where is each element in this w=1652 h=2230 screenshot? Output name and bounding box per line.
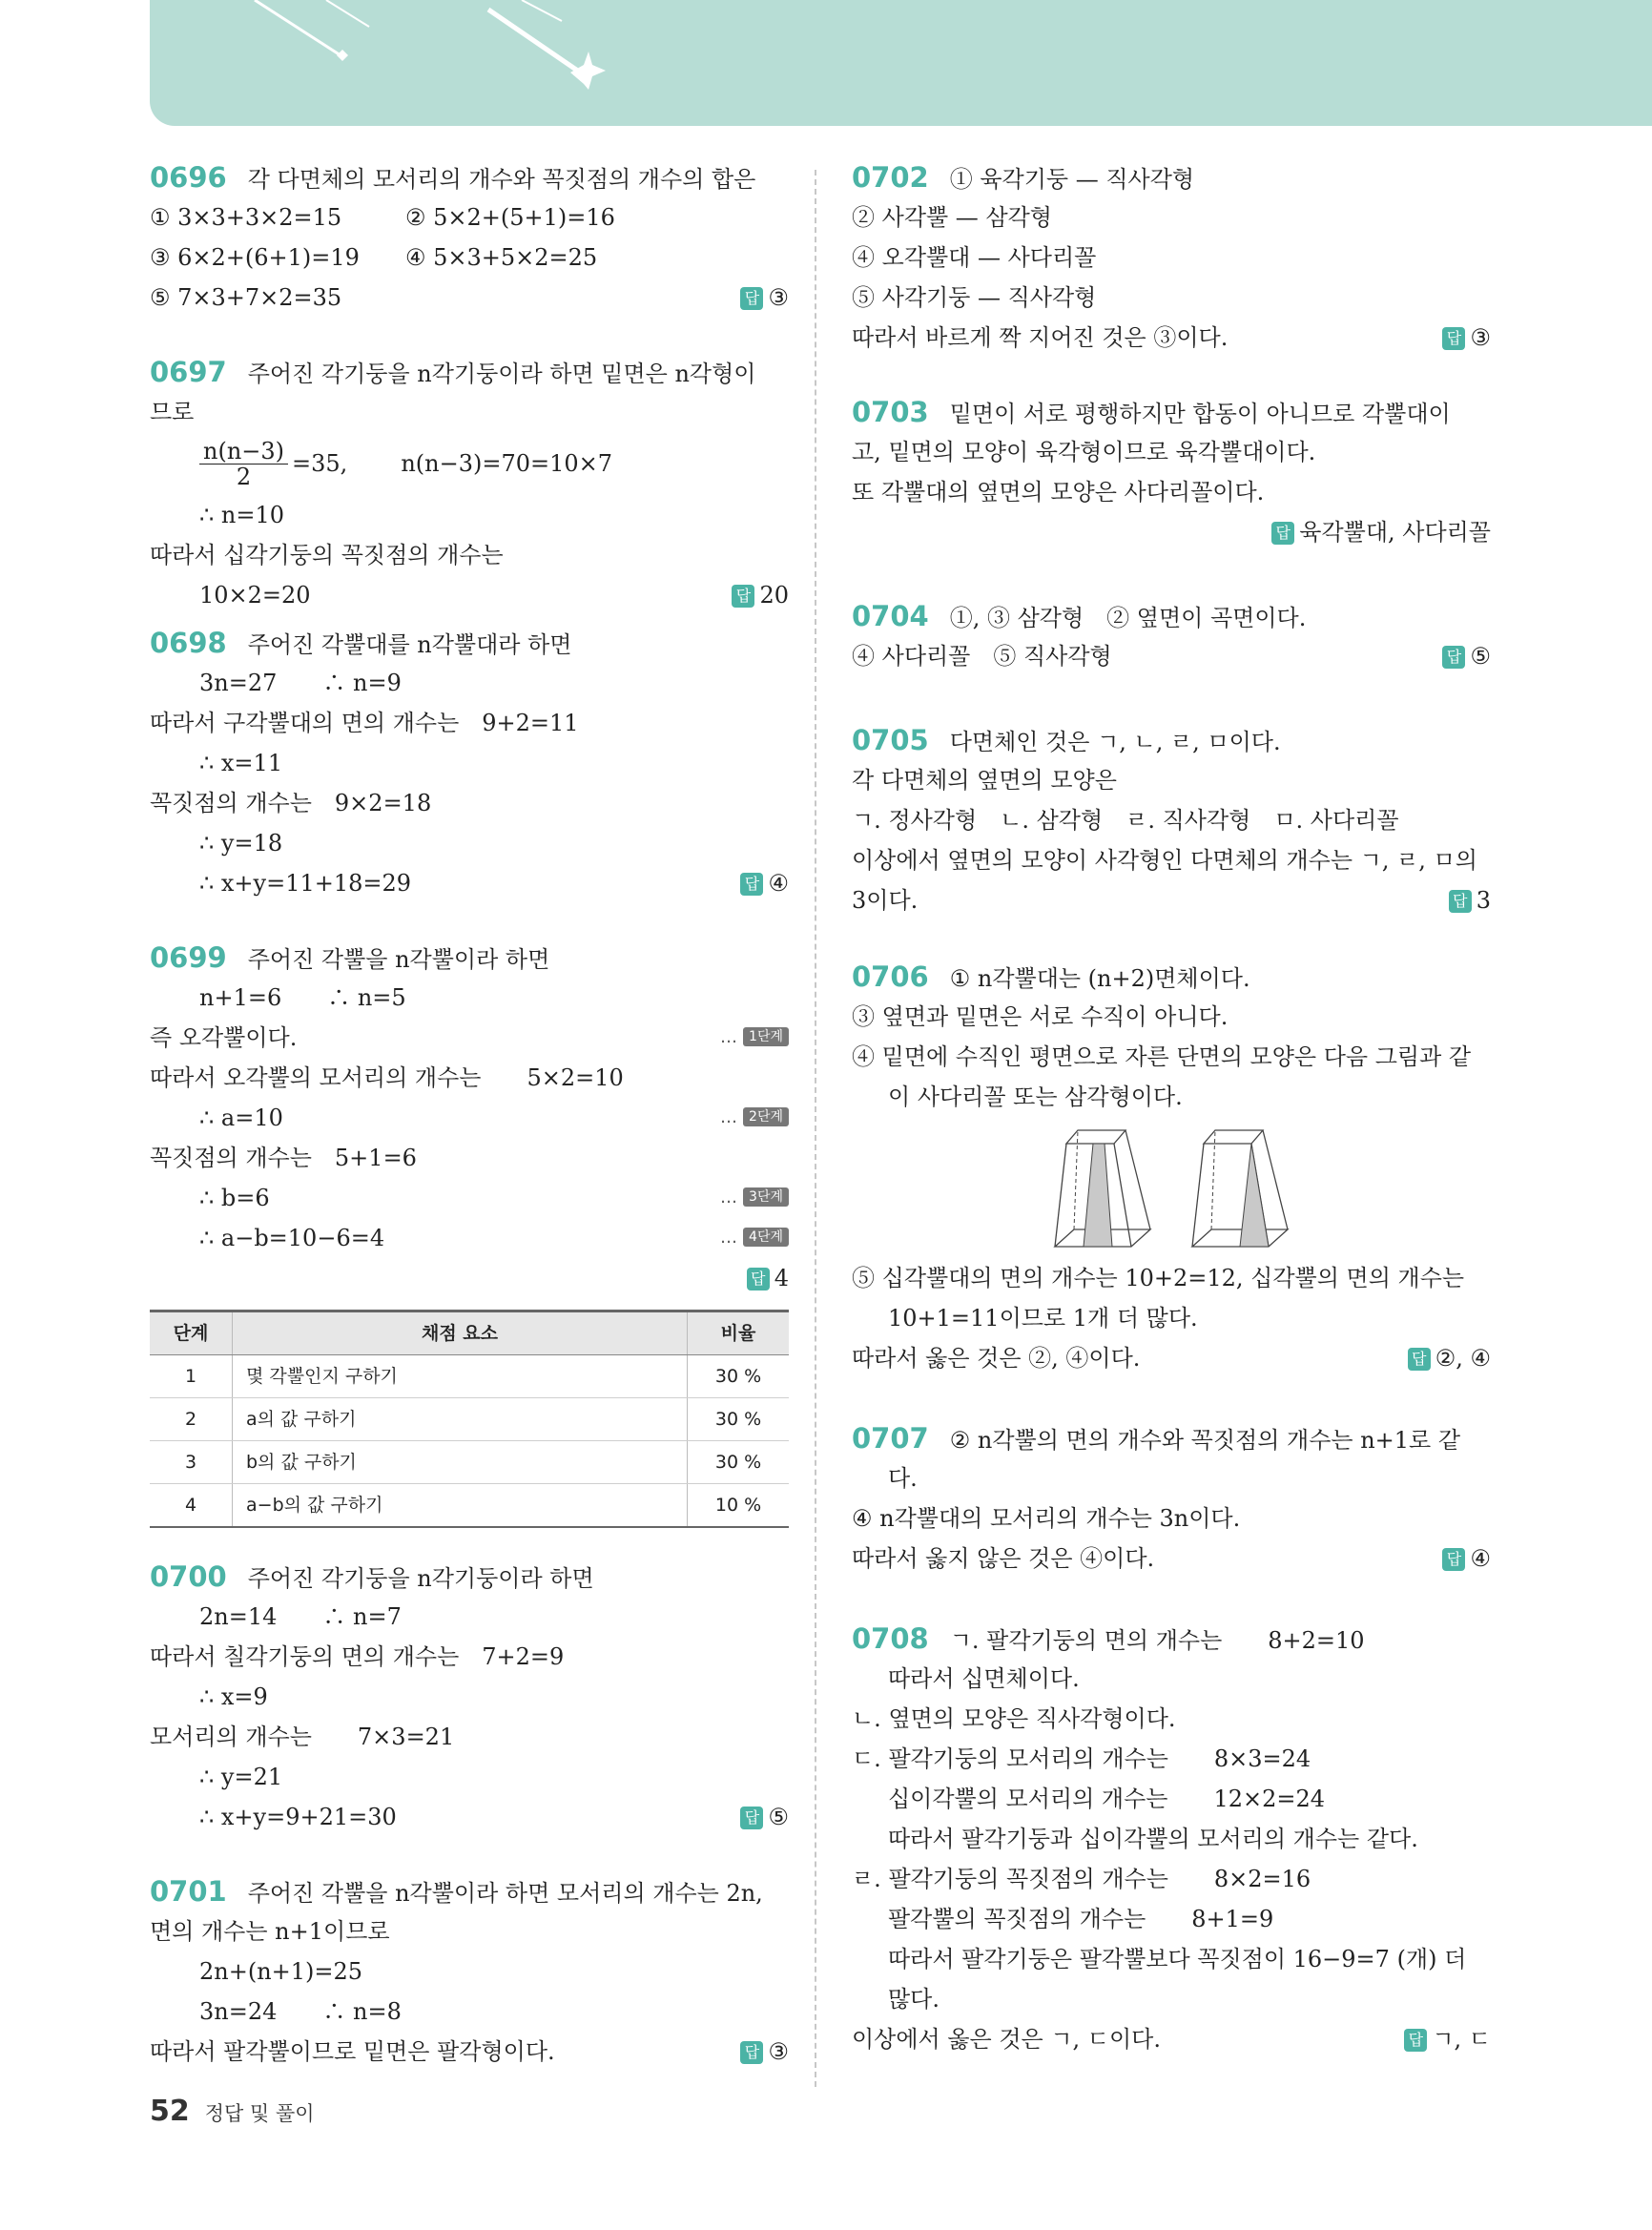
text-line: 따라서 팔각기둥과 십이각뿔의 모서리의 개수는 같다. bbox=[888, 1826, 1418, 1852]
table-cell: 몇 각뿔인지 구하기 bbox=[233, 1355, 688, 1398]
problem-number: 0705 bbox=[852, 724, 929, 756]
problem-0697 bbox=[150, 352, 789, 615]
answer-badge: 답 bbox=[740, 2041, 763, 2064]
problem-number: 0708 bbox=[852, 1622, 929, 1655]
answer-badge: 답 bbox=[740, 873, 763, 896]
step-label: 1단계 bbox=[743, 1027, 789, 1046]
text-line: ① 육각기둥 — 직사각형 bbox=[949, 166, 1195, 193]
answer-value: ⑤ bbox=[1470, 643, 1491, 670]
step-dots: … bbox=[720, 1027, 738, 1047]
problem-0698 bbox=[150, 623, 789, 903]
answer-badge: 답 bbox=[1442, 327, 1465, 350]
text-line: ∴ a−b=10−6=4 bbox=[199, 1225, 385, 1251]
problem-0706 bbox=[852, 957, 1491, 1378]
answer bbox=[1271, 512, 1491, 552]
text-line: 면의 개수는 n+1이므로 bbox=[150, 1918, 390, 1945]
text-line: 따라서 바르게 짝 지어진 것은 ③이다. bbox=[852, 324, 1229, 351]
shooting-star-decoration bbox=[150, 0, 1652, 126]
problem-number: 0707 bbox=[852, 1422, 929, 1455]
problem-number: 0700 bbox=[150, 1560, 227, 1593]
text-line: ㄷ. 팔각기둥의 모서리의 개수는 8×3=24 bbox=[852, 1745, 1311, 1772]
text-line: 모서리의 개수는 7×3=21 bbox=[150, 1724, 455, 1750]
step-label: 3단계 bbox=[743, 1187, 789, 1207]
text-line: 많다. bbox=[888, 1986, 940, 2013]
problem-number: 0701 bbox=[150, 1875, 227, 1908]
step-marker bbox=[720, 1218, 789, 1258]
answer-badge: 답 bbox=[747, 1268, 770, 1291]
problem-number: 0702 bbox=[852, 161, 929, 194]
answer-value: 육각뿔대, 사다리꼴 bbox=[1299, 519, 1491, 546]
page-label: 정답 및 풀이 bbox=[204, 2102, 315, 2125]
step-dots: … bbox=[720, 1228, 738, 1248]
text-line: 이상에서 옳은 것은 ㄱ, ㄷ이다. bbox=[852, 2026, 1161, 2053]
table-row bbox=[150, 1441, 789, 1484]
answer-badge: 답 bbox=[1449, 890, 1472, 913]
text-line: 3이다. bbox=[852, 887, 919, 914]
text-line: 므로 bbox=[150, 399, 195, 425]
answer bbox=[732, 575, 789, 615]
text-line: 즉 오각뿔이다. bbox=[150, 1024, 298, 1051]
text-line: ② 사각뿔 — 삼각형 bbox=[852, 204, 1052, 231]
text-line: ㄴ. 옆면의 모양은 직사각형이다. bbox=[852, 1705, 1176, 1732]
text-line: 밑면이 서로 평행하지만 합동이 아니므로 각뿔대이 bbox=[949, 401, 1451, 427]
table-cell: 30 % bbox=[688, 1441, 790, 1484]
answer-value: ③ bbox=[768, 284, 789, 311]
problem-0707 bbox=[852, 1418, 1491, 1579]
text-line: ⑤ 십각뿔대의 면의 개수는 10+2=12, 십각뿔의 면의 개수는 bbox=[852, 1265, 1465, 1291]
answer-badge: 답 bbox=[1442, 646, 1465, 669]
table-cell: a−b의 값 구하기 bbox=[233, 1484, 688, 1528]
step-marker bbox=[720, 1098, 789, 1138]
answer-badge: 답 bbox=[1404, 2029, 1427, 2052]
problem-0705 bbox=[852, 720, 1491, 920]
text-line: 이 사다리꼴 또는 삼각형이다. bbox=[888, 1084, 1183, 1110]
answer bbox=[1442, 318, 1491, 358]
answer bbox=[740, 863, 789, 903]
option: ② 5×2+(5+1)=16 bbox=[405, 204, 615, 231]
text-line: ④ 사다리꼴 ⑤ 직사각형 bbox=[852, 643, 1112, 670]
text-line: ④ n각뿔대의 모서리의 개수는 3n이다. bbox=[852, 1505, 1241, 1532]
problem-0704 bbox=[852, 596, 1491, 676]
step-label: 2단계 bbox=[743, 1107, 789, 1126]
answer bbox=[740, 1797, 789, 1837]
text-line: 10×2=20 bbox=[199, 582, 311, 609]
answer-badge: 답 bbox=[740, 1807, 763, 1829]
text-line: 따라서 십면체이다. bbox=[888, 1665, 1080, 1692]
text-line: 따라서 옳지 않은 것은 ④이다. bbox=[852, 1545, 1155, 1572]
answer-badge: 답 bbox=[1271, 522, 1294, 545]
table-row bbox=[150, 1484, 789, 1528]
problem-number: 0704 bbox=[852, 600, 929, 632]
answer-value: 20 bbox=[759, 582, 789, 609]
option: ① 3×3+3×2=15 bbox=[150, 204, 342, 231]
problem-0700 bbox=[150, 1557, 789, 1837]
text-line: ∴ x+y=9+21=30 bbox=[199, 1804, 397, 1830]
answer-value: ⑤ bbox=[768, 1804, 789, 1830]
answer bbox=[1449, 880, 1491, 920]
text-line: n+1=6 ∴ n=5 bbox=[199, 984, 406, 1011]
fraction-numerator: n(n−3) bbox=[199, 439, 288, 465]
problem-0708 bbox=[852, 1619, 1491, 2059]
table-cell: 1 bbox=[150, 1355, 233, 1398]
option: ⑤ 7×3+7×2=35 bbox=[150, 284, 342, 311]
text-line: ∴ x+y=11+18=29 bbox=[199, 870, 412, 897]
answer-badge: 답 bbox=[740, 287, 763, 310]
text-line: 따라서 칠각기둥의 면의 개수는 7+2=9 bbox=[150, 1643, 565, 1670]
answer bbox=[740, 2032, 789, 2072]
table-cell: b의 값 구하기 bbox=[233, 1441, 688, 1484]
answer-badge: 답 bbox=[1408, 1348, 1431, 1371]
table-cell: 3 bbox=[150, 1441, 233, 1484]
text-line: ∴ y=21 bbox=[199, 1764, 283, 1790]
equation: =35, bbox=[292, 450, 348, 477]
text-line: 3n=24 ∴ n=8 bbox=[199, 1998, 402, 2025]
text-line: ∴ b=6 bbox=[199, 1185, 270, 1211]
text-line: 따라서 팔각기둥은 팔각뿔보다 꼭짓점이 16−9=7 (개) 더 bbox=[888, 1946, 1467, 1972]
text-line: ∴ a=10 bbox=[199, 1105, 283, 1131]
fraction-equation bbox=[150, 432, 789, 495]
scoring-table bbox=[150, 1310, 789, 1528]
table-cell: 2 bbox=[150, 1398, 233, 1441]
equation: n(n−3)=70=10×7 bbox=[401, 450, 613, 477]
text-line: ①, ③ 삼각형 ② 옆면이 곡면이다. bbox=[949, 605, 1307, 631]
text-line: ④ 오각뿔대 — 사다리꼴 bbox=[852, 244, 1097, 271]
text-line: 따라서 팔각뿔이므로 밑면은 팔각형이다. bbox=[150, 2038, 555, 2065]
table-header: 채점 요소 bbox=[233, 1311, 688, 1355]
text-line: ③ 옆면과 밑면은 서로 수직이 아니다. bbox=[852, 1003, 1229, 1030]
text-line: 고, 밑면의 모양이 육각형이므로 육각뿔대이다. bbox=[852, 439, 1316, 465]
text-line: ② n각뿔의 면의 개수와 꼭짓점의 개수는 n+1로 같 bbox=[949, 1427, 1461, 1454]
text-line: ⑤ 사각기둥 — 직사각형 bbox=[852, 284, 1097, 311]
text-line: 팔각뿔의 꼭짓점의 개수는 8+1=9 bbox=[888, 1906, 1274, 1932]
triangle-section-figure bbox=[1183, 1123, 1297, 1252]
problem-0703 bbox=[852, 392, 1491, 552]
text-line: 따라서 오각뿔의 모서리의 개수는 5×2=10 bbox=[150, 1064, 624, 1091]
step-dots: … bbox=[720, 1107, 738, 1127]
text-line: ① n각뿔대는 (n+2)면체이다. bbox=[949, 965, 1250, 992]
problem-number: 0698 bbox=[150, 627, 227, 659]
left-column bbox=[150, 157, 789, 2072]
text-line: 따라서 십각기둥의 꼭짓점의 개수는 bbox=[150, 542, 504, 568]
problem-number: 0706 bbox=[852, 960, 929, 993]
answer-value: 3 bbox=[1476, 887, 1491, 914]
answer-badge: 답 bbox=[1442, 1548, 1465, 1571]
text-line: 따라서 옳은 것은 ②, ④이다. bbox=[852, 1345, 1141, 1372]
text-line: 따라서 구각뿔대의 면의 개수는 9+2=11 bbox=[150, 710, 579, 736]
text-line: ∴ n=10 bbox=[199, 502, 285, 528]
answer-value: 4 bbox=[774, 1265, 789, 1291]
table-cell: a의 값 구하기 bbox=[233, 1398, 688, 1441]
trapezoid-section-figure bbox=[1045, 1123, 1160, 1252]
table-cell: 4 bbox=[150, 1484, 233, 1528]
fraction-denominator: 2 bbox=[236, 463, 252, 490]
column-divider bbox=[815, 170, 816, 2087]
table-row bbox=[150, 1355, 789, 1398]
option: ③ 6×2+(6+1)=19 bbox=[150, 244, 360, 271]
answer-value: ④ bbox=[768, 870, 789, 897]
step-marker bbox=[720, 1178, 789, 1218]
text-line: 각 다면체의 모서리의 개수와 꼭짓점의 개수의 합은 bbox=[247, 166, 756, 193]
text-line: 주어진 각뿔을 n각뿔이라 하면 bbox=[247, 946, 550, 973]
fraction bbox=[199, 439, 288, 489]
text-line: 2n=14 ∴ n=7 bbox=[199, 1603, 402, 1630]
text-line: ④ 밑면에 수직인 평면으로 자른 단면의 모양은 다음 그림과 같 bbox=[852, 1043, 1472, 1070]
answer-value: ②, ④ bbox=[1435, 1345, 1491, 1372]
table-cell: 30 % bbox=[688, 1355, 790, 1398]
header-banner bbox=[150, 0, 1652, 126]
text-line: ∴ x=9 bbox=[199, 1683, 268, 1710]
problem-0699 bbox=[150, 938, 789, 1528]
text-line: ∴ y=18 bbox=[199, 830, 283, 857]
table-cell: 30 % bbox=[688, 1398, 790, 1441]
step-dots: … bbox=[720, 1187, 738, 1208]
option: ④ 5×3+5×2=25 bbox=[405, 244, 598, 271]
text-line: 꼭짓점의 개수는 5+1=6 bbox=[150, 1145, 417, 1171]
step-label: 4단계 bbox=[743, 1228, 789, 1247]
text-line: 이상에서 옆면의 모양이 사각형인 다면체의 개수는 ㄱ, ㄹ, ㅁ의 bbox=[852, 847, 1477, 874]
table-header: 비율 bbox=[688, 1311, 790, 1355]
problem-number: 0696 bbox=[150, 161, 227, 194]
page-footer bbox=[150, 2095, 315, 2128]
problem-number: 0699 bbox=[150, 941, 227, 974]
text-line: 주어진 각뿔대를 n각뿔대라 하면 bbox=[247, 631, 572, 658]
text-line: ∴ x=11 bbox=[199, 750, 283, 776]
text-line: ㄱ. 정사각형 ㄴ. 삼각형 ㄹ. 직사각형 ㅁ. 사다리꼴 bbox=[852, 807, 1399, 834]
answer bbox=[1442, 1538, 1491, 1579]
answer-value: ④ bbox=[1470, 1545, 1491, 1572]
text-line: 주어진 각기둥을 n각기둥이라 하면 밑면은 n각형이 bbox=[247, 361, 756, 387]
answer bbox=[747, 1258, 789, 1298]
page-number: 52 bbox=[150, 2095, 190, 2128]
step-marker bbox=[720, 1018, 789, 1058]
text-line: 2n+(n+1)=25 bbox=[199, 1958, 363, 1985]
text-line: 10+1=11이므로 1개 더 많다. bbox=[888, 1305, 1198, 1332]
table-cell: 10 % bbox=[688, 1484, 790, 1528]
problem-number: 0697 bbox=[150, 356, 227, 388]
answer-value: ③ bbox=[768, 2038, 789, 2065]
answer bbox=[1404, 2019, 1491, 2059]
problem-0696 bbox=[150, 157, 789, 318]
text-line: 다. bbox=[888, 1465, 918, 1492]
text-line: ㄹ. 팔각기둥의 꼭짓점의 개수는 8×2=16 bbox=[852, 1866, 1311, 1892]
text-line: ㄱ. 팔각기둥의 면의 개수는 8+2=10 bbox=[949, 1627, 1365, 1654]
text-line: 각 다면체의 옆면의 모양은 bbox=[852, 767, 1117, 794]
problem-number: 0703 bbox=[852, 396, 929, 428]
problem-0701 bbox=[150, 1871, 789, 2072]
table-row bbox=[150, 1398, 789, 1441]
problem-0702 bbox=[852, 157, 1491, 358]
frustum-cross-section-figure bbox=[852, 1123, 1491, 1254]
text-line: 또 각뿔대의 옆면의 모양은 사다리꼴이다. bbox=[852, 479, 1265, 506]
table-header: 단계 bbox=[150, 1311, 233, 1355]
answer-value: ③ bbox=[1470, 324, 1491, 351]
text-line: 꼭짓점의 개수는 9×2=18 bbox=[150, 790, 432, 816]
text-line: 주어진 각뿔을 n각뿔이라 하면 모서리의 개수는 2n, bbox=[247, 1880, 763, 1907]
text-line: 다면체인 것은 ㄱ, ㄴ, ㄹ, ㅁ이다. bbox=[949, 729, 1281, 755]
text-line: 십이각뿔의 모서리의 개수는 12×2=24 bbox=[888, 1786, 1326, 1812]
text-line: 주어진 각기둥을 n각기둥이라 하면 bbox=[247, 1565, 594, 1592]
answer-value: ㄱ, ㄷ bbox=[1432, 2026, 1491, 2053]
text-line: 3n=27 ∴ n=9 bbox=[199, 670, 402, 696]
answer bbox=[740, 278, 789, 318]
answer-badge: 답 bbox=[732, 585, 754, 608]
right-column bbox=[852, 157, 1491, 2059]
answer bbox=[1442, 636, 1491, 676]
answer bbox=[1408, 1338, 1491, 1378]
